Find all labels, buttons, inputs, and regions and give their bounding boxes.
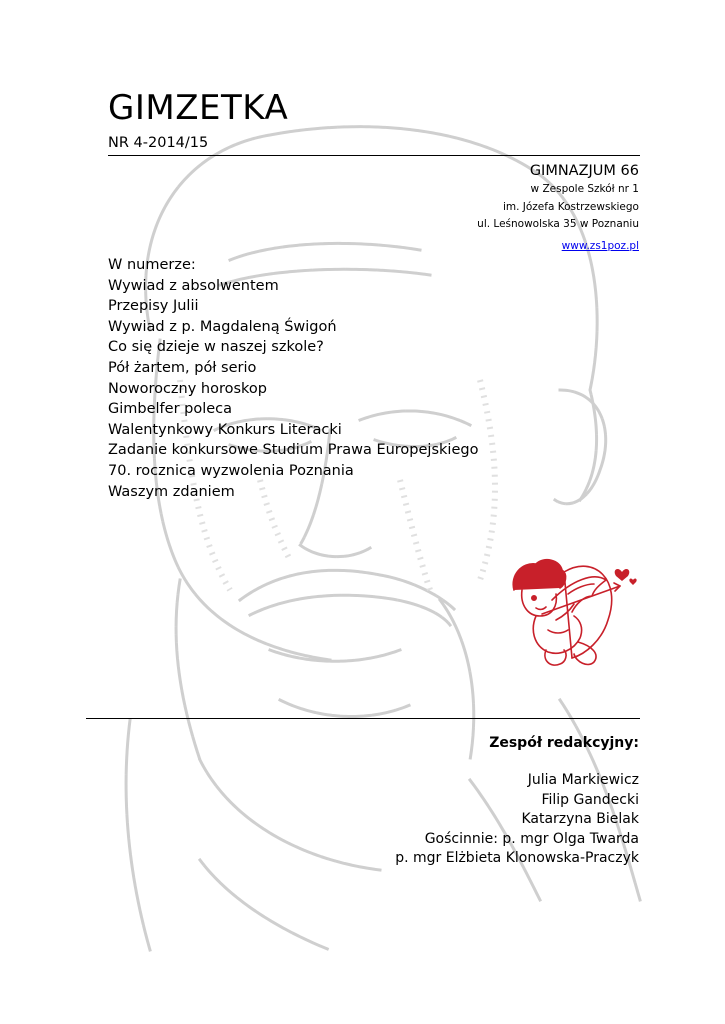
contents-item: Wywiad z absolwentem bbox=[108, 277, 279, 294]
school-line: w Zespole Szkół nr 1 bbox=[530, 183, 639, 195]
team-member: Katarzyna Bielak bbox=[521, 811, 639, 827]
team-member: Julia Markiewicz bbox=[527, 772, 639, 788]
contents-item: Noworoczny horoskop bbox=[108, 380, 268, 397]
school-website-link[interactable]: www.zs1poz.pl bbox=[561, 239, 639, 252]
team-heading: Zespół redakcyjny: bbox=[489, 735, 639, 751]
team-member: p. mgr Elżbieta Klonowska-Praczyk bbox=[395, 850, 639, 866]
contents-heading: W numerze: bbox=[108, 257, 196, 273]
top-divider bbox=[108, 155, 640, 156]
contents-item: Waszym zdaniem bbox=[108, 483, 235, 500]
contents-item: Gimbelfer poleca bbox=[108, 401, 233, 418]
team-member: Filip Gandecki bbox=[541, 791, 639, 808]
school-name: GIMNAZJUM 66 bbox=[529, 163, 639, 179]
school-info bbox=[477, 161, 639, 254]
school-line: im. Józefa Kostrzewskiego bbox=[502, 200, 639, 213]
contents-item: Przepisy Julii bbox=[108, 298, 199, 315]
editorial-team bbox=[395, 733, 639, 869]
magazine-title: GIMZETKA bbox=[108, 88, 289, 128]
cupid-with-bow-icon bbox=[502, 550, 642, 672]
contents-item: 70. rocznica wyzwolenia Poznania bbox=[108, 462, 354, 479]
bottom-divider bbox=[86, 718, 640, 719]
issue-number: NR 4-2014/15 bbox=[108, 135, 209, 151]
school-address: ul. Leśnowolska 35 w Poznaniu bbox=[477, 218, 639, 230]
table-of-contents bbox=[108, 255, 478, 502]
contents-item: Zadanie konkursowe Studium Prawa Europejskiego bbox=[108, 442, 479, 459]
contents-item: Pół żartem, pół serio bbox=[108, 359, 257, 376]
contents-item: Walentynkowy Konkurs Literacki bbox=[108, 421, 342, 438]
contents-item: Wywiad z p. Magdaleną Świgoń bbox=[108, 318, 337, 335]
contents-item: Co się dzieje w naszej szkole? bbox=[108, 339, 324, 356]
team-member: Gościnnie: p. mgr Olga Twarda bbox=[424, 830, 639, 847]
